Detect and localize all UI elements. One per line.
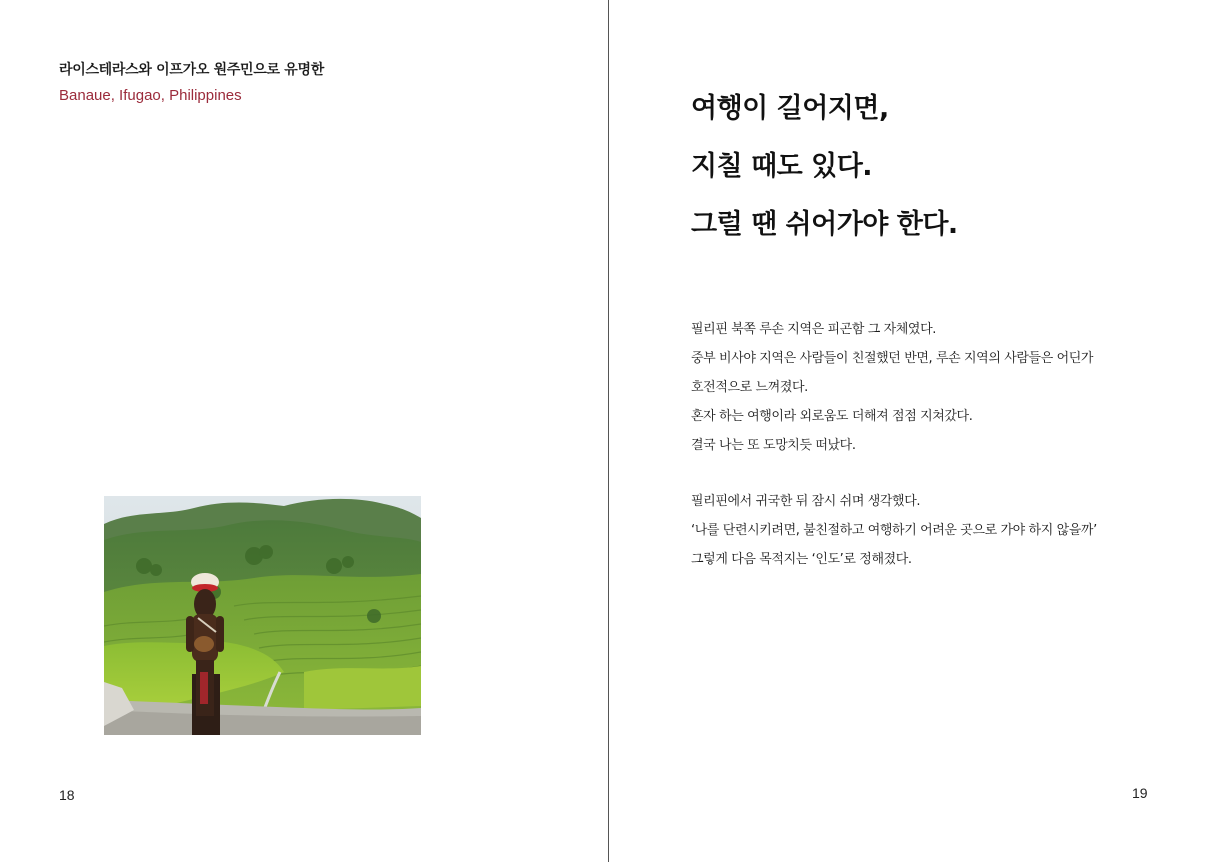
headline (691, 80, 958, 254)
paragraph-1-line-3: 호전적으로 느껴졌다. (691, 380, 808, 395)
left-page (0, 0, 608, 862)
paragraph-2-line-3: 그렇게 다음 목적지는 ‘인도’로 정해졌다. (691, 552, 912, 567)
paragraph-1-line-1: 필리핀 북쪽 루손 지역은 피곤함 그 자체였다. (691, 322, 936, 337)
page-number-right: 19 (1132, 785, 1148, 801)
rice-terraces-photo (104, 496, 421, 735)
headline-line-1: 여행이 길어지면, (691, 93, 889, 124)
photo-caption-korean: 라이스테라스와 이프가오 원주민으로 유명한 (59, 62, 324, 78)
page-number-left: 18 (59, 787, 75, 803)
paragraph-2-line-1: 필리핀에서 귀국한 뒤 잠시 쉬며 생각했다. (691, 494, 921, 509)
body-text (691, 315, 1161, 574)
paragraph-1-line-5: 결국 나는 또 도망치듯 떠났다. (691, 438, 856, 453)
paragraph-2-line-2: ‘나를 단련시키려면, 불친절하고 여행하기 어려운 곳으로 가야 하지 않을까’ (691, 523, 1097, 538)
paragraph-1-line-2: 중부 비사야 지역은 사람들이 친절했던 반면, 루손 지역의 사람들은 어딘가 (691, 351, 1094, 366)
headline-line-3: 그럴 땐 쉬어가야 한다. (691, 209, 958, 240)
rice-terraces-illustration (104, 496, 421, 735)
headline-line-2: 지칠 때도 있다. (691, 151, 873, 182)
paragraph-gap (691, 460, 1161, 487)
photo-caption-location: Banaue, Ifugao, Philippines (59, 87, 242, 104)
paragraph-1-line-4: 혼자 하는 여행이라 외로움도 더해져 점점 지쳐갔다. (691, 409, 973, 424)
